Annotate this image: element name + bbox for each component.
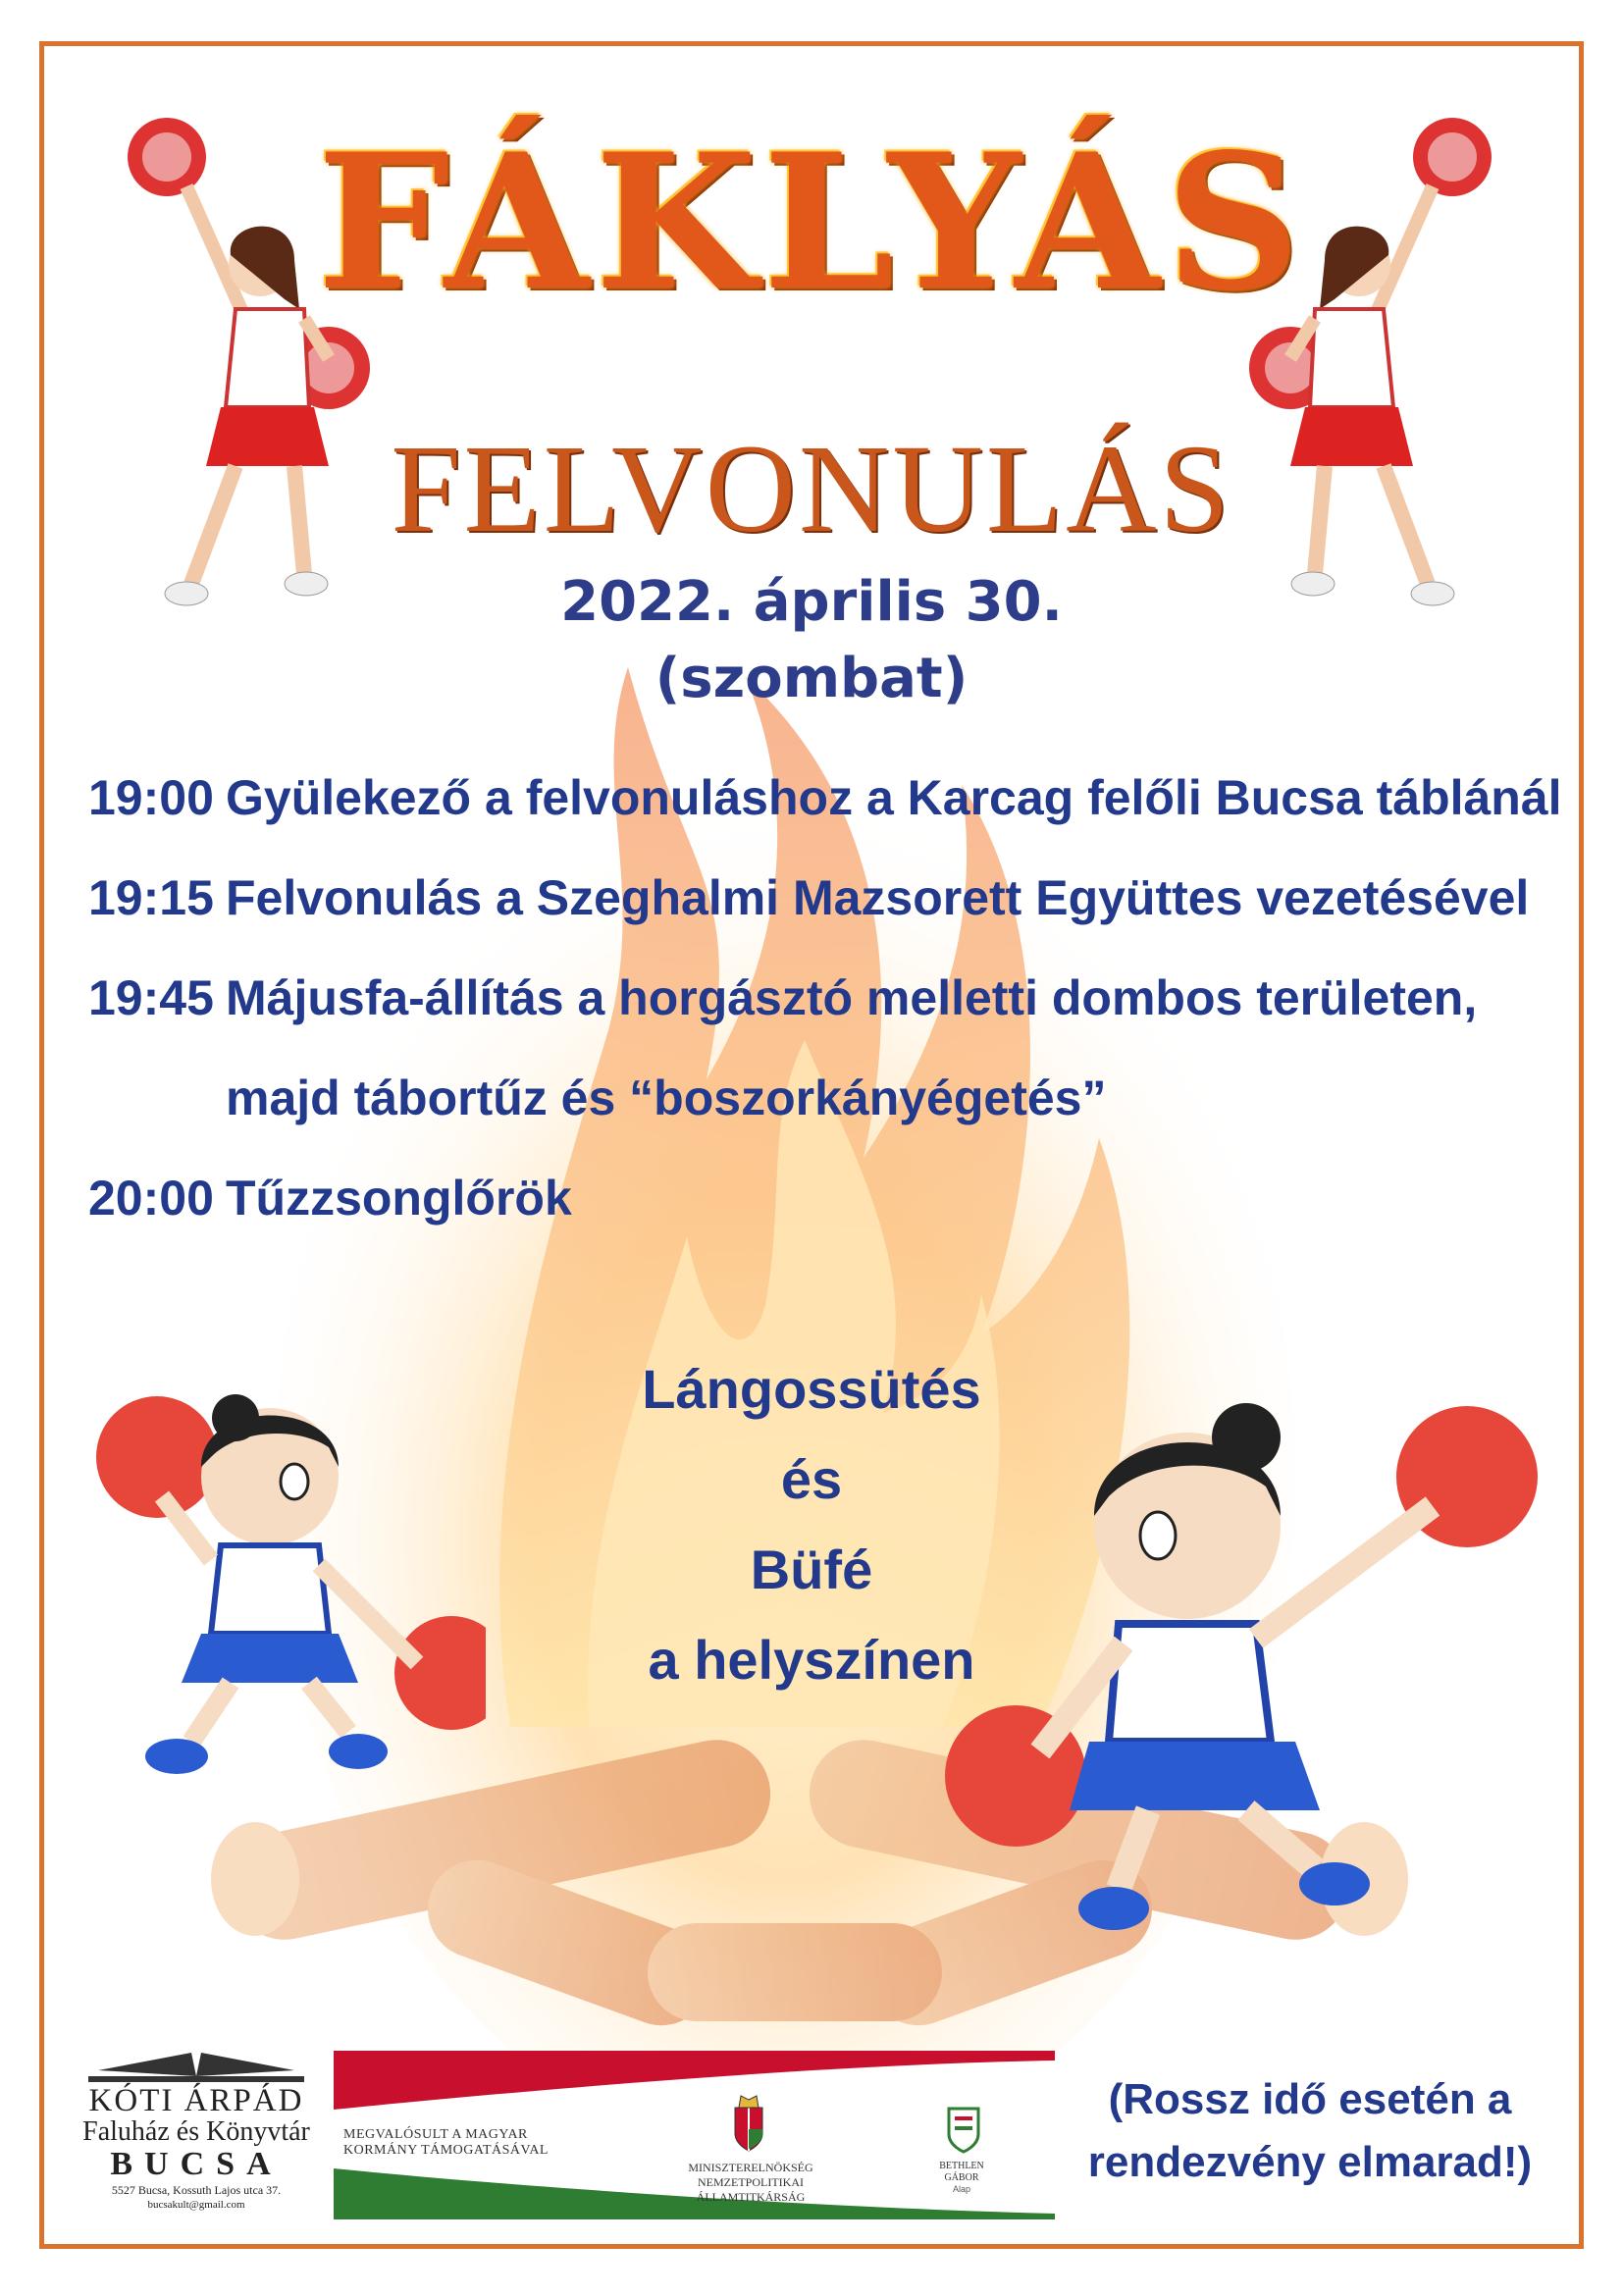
schedule-time: 19:15 — [88, 870, 214, 925]
poster-title: FÁKLYÁS — [317, 113, 1306, 332]
schedule-row — [88, 863, 1580, 942]
schedule-time: 19:00 — [88, 770, 214, 825]
gov-fund-text: BETHLEN GÁBOR — [939, 2161, 984, 2183]
food-line: Lángossütés — [642, 1358, 981, 1420]
gov-ministry-text: MINISZTERELNÖKSÉG NEMZETPOLITIKAI ÁLLAMTITKÁRSÁG — [688, 2161, 813, 2204]
poster-subtitle: FELVONULÁS — [391, 419, 1232, 558]
hungarian-coat-of-arms-icon — [731, 2090, 766, 2153]
schedule-text: Gyülekező a felvonuláshoz a Karcag felőli Bucsa táblánál — [226, 770, 1562, 825]
schedule-text: majd tábortűz és “boszorkányégetés” — [226, 1070, 1107, 1125]
weather-note — [1074, 2068, 1545, 2194]
food-line: Büfé — [750, 1539, 873, 1600]
schedule-text: Májusfa-állítás a horgásztó melletti dombos területen, — [226, 970, 1478, 1025]
schedule — [88, 763, 1580, 1264]
government-banner — [334, 2051, 1055, 2219]
book-logo-icon — [88, 2041, 304, 2084]
schedule-text: Felvonulás a Szeghalmi Mazsorett Együttes vezetésével — [226, 870, 1530, 925]
food-line: és — [780, 1448, 843, 1510]
event-weekday: (szombat) — [654, 647, 969, 710]
schedule-row — [88, 964, 1580, 1042]
bethlen-gabor-logo-icon — [947, 2105, 980, 2154]
koti-arpad-logo — [69, 2041, 324, 2237]
logo-name: KÓTI ÁRPÁD — [88, 2083, 304, 2118]
logo-address: 5527 Bucsa, Kossuth Lajos utca 37. — [111, 2183, 282, 2197]
schedule-row-continuation — [88, 1064, 1580, 1142]
event-date — [0, 564, 1623, 717]
gov-fund-subtext: Alap — [952, 2184, 970, 2194]
logo-email: bucsakult@gmail.com — [147, 2199, 245, 2211]
event-date-line: 2022. április 30. — [560, 570, 1063, 634]
logo-town: BUCSA — [110, 2146, 283, 2182]
gov-support-text: MEGVALÓSULT A MAGYAR KORMÁNY TÁMOGATÁSÁVAL — [343, 2127, 549, 2158]
food-info — [0, 1344, 1623, 1705]
weather-note-line: rendezvény elmarad!) — [1087, 2138, 1533, 2186]
weather-note-line: (Rossz idő esetén a — [1108, 2075, 1512, 2123]
schedule-row — [88, 763, 1580, 842]
schedule-time: 20:00 — [88, 1171, 214, 1226]
logo-subtitle: Faluház és Könyvtár — [82, 2116, 310, 2147]
food-line: a helyszínen — [648, 1629, 975, 1691]
schedule-time: 19:45 — [88, 970, 214, 1025]
schedule-text: Tűzzsonglőrök — [226, 1171, 572, 1226]
schedule-row — [88, 1164, 1580, 1242]
